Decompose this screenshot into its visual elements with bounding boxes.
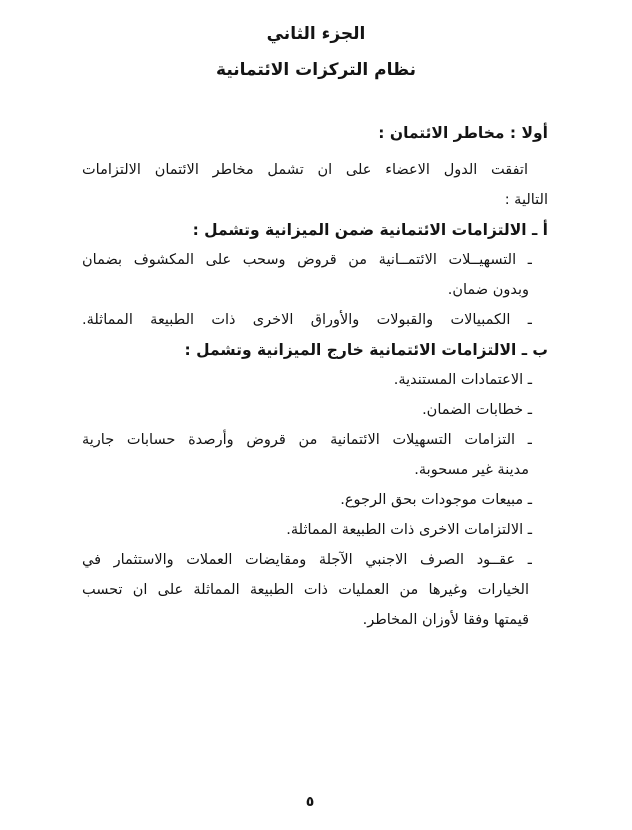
heading-credit-risks: أولا : مخاطر الائتمان :: [378, 124, 548, 142]
list-item-fx-contracts-continuation-1: الخيارات وغيرها من العمليات ذات الطبيعة المماثلة على ان تحسب: [82, 582, 529, 598]
list-item-bills-acceptances: ـ الكمبيالات والقبولات والأوراق الاخرى ذات الطبيعة المماثلة.: [82, 312, 532, 328]
list-item-asset-sales-recourse: ـ مبيعات موجودات بحق الرجوع.: [340, 492, 532, 508]
section-a-heading: أ ـ الالتزامات الائتمانية ضمن الميزانية وتشمل :: [192, 221, 548, 239]
list-item-fx-contracts-continuation-2: قيمتها وفقا لأوزان المخاطر.: [362, 612, 529, 628]
list-item-letters-of-guarantee: ـ خطابات الضمان.: [422, 402, 532, 418]
list-item-documentary-credits: ـ الاعتمادات المستندية.: [393, 372, 532, 388]
list-item-undrawn-balances-continuation: مدينة غير مسحوبة.: [414, 462, 529, 478]
list-item-other-obligations: ـ الالتزامات الاخرى ذات الطبيعة المماثلة.: [286, 522, 532, 538]
list-item-credit-facilities-continuation: وبدون ضمان.: [447, 282, 529, 298]
document-subtitle: نظام التركزات الائتمانية: [216, 60, 416, 80]
section-b-heading: ب ـ الالتزامات الائتمانية خارج الميزانية وتشمل :: [184, 341, 548, 359]
page-number: ٥: [305, 794, 315, 810]
document-title: الجزء الثاني: [266, 24, 366, 44]
intro-paragraph-line-1: اتفقت الدول الاعضاء على ان تشمل مخاطر الائتمان الالتزامات: [82, 162, 528, 178]
document-body: [82, 118, 548, 635]
list-item-fx-contracts: ـ عقــود الصرف الاجنبي الآجلة ومقايضات العملات والاستثمار في: [82, 552, 532, 568]
list-item-credit-facilities: ـ التسهيــلات الائتمــانية من قروض وسحب على المكشوف بضمان: [82, 252, 532, 268]
list-item-undrawn-balances: ـ التزامات التسهيلات الائتمانية من قروض وأرصدة حسابات جارية: [82, 432, 532, 448]
intro-paragraph-line-2: التالية :: [504, 192, 548, 208]
